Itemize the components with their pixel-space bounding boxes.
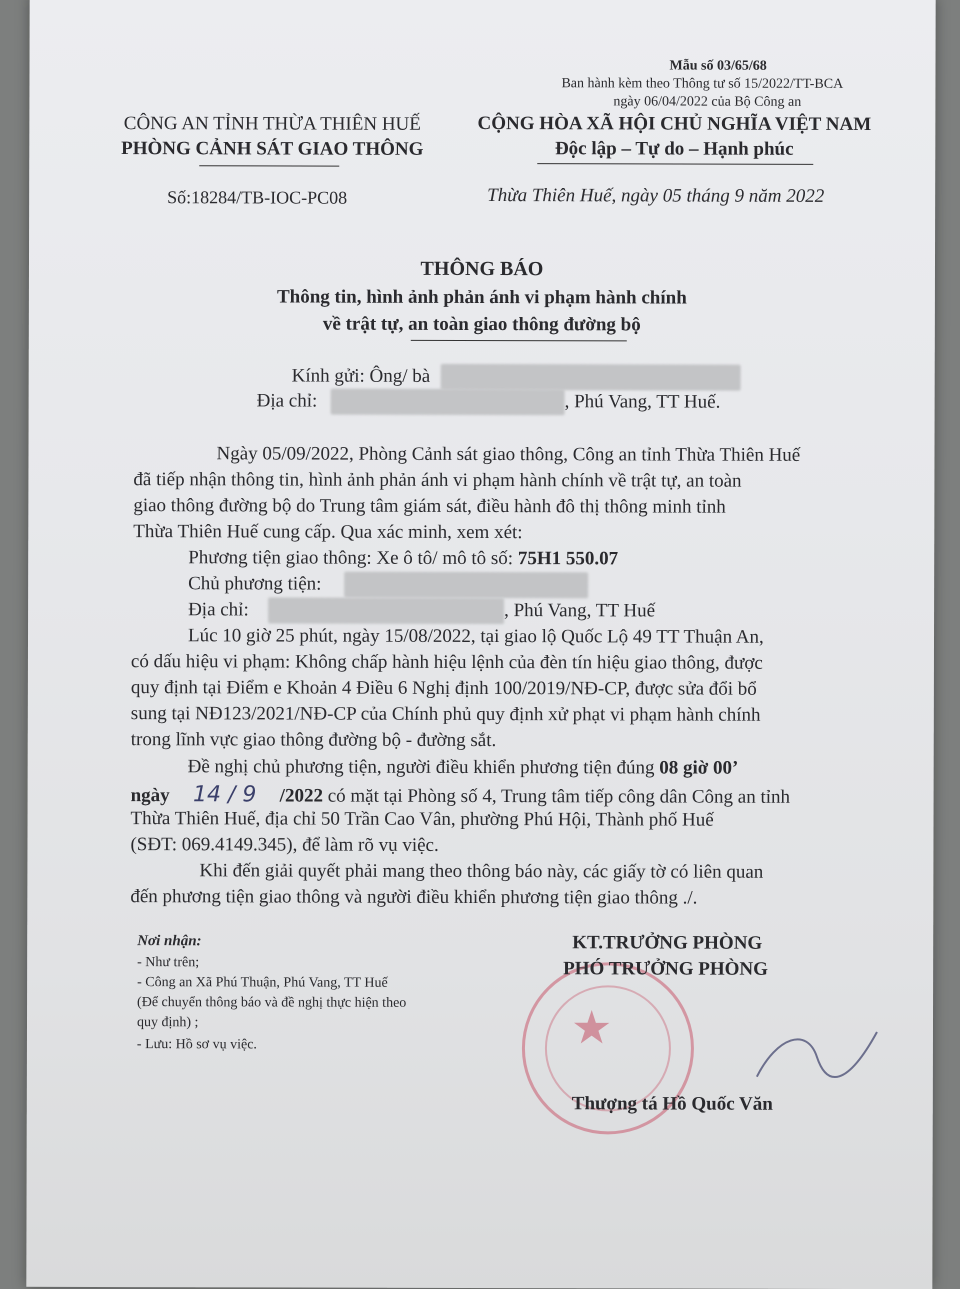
form-ref-line2: ngày 06/04/2022 của Bộ Công an (613, 94, 802, 110)
appointment-time: 08 giờ 00’ (659, 757, 739, 779)
motto-underline (537, 163, 813, 165)
notice-subtitle-1: Thông tin, hình ảnh phản ánh vi phạm hành chính (276, 286, 687, 309)
body-line (188, 756, 739, 779)
body-line: Khi đến giải quyết phải mang theo thông báo này, các giấy tờ có liên quan (199, 860, 764, 883)
appointment-place: có mặt tại Phòng số 4, Trung tâm tiếp công dân Công an tỉnh (322, 785, 791, 808)
stamp-star-icon: ★ (570, 1002, 613, 1054)
recipient-item: - Như trên; (137, 955, 200, 971)
form-ref-line1: Ban hành kèm theo Thông tư số 15/2022/TT-BCA (561, 76, 844, 92)
vehicle-line (188, 547, 618, 570)
owner-address-tail: , Phú Vang, TT Huế (504, 600, 656, 622)
owner-address-label: Địa chỉ: (188, 599, 249, 621)
department-name: PHÒNG CẢNH SÁT GIAO THÔNG (121, 138, 424, 160)
body-line: Thừa Thiên Huế cung cấp. Qua xác minh, xem xét: (133, 521, 523, 544)
redacted-address (331, 389, 565, 416)
redacted-owner-address (268, 597, 504, 624)
appointment-year: /2022 (279, 785, 323, 807)
owner-label: Chủ phương tiện: (188, 573, 322, 595)
agency-name: CÔNG AN TỈNH THỪA THIÊN HUẾ (123, 113, 421, 135)
signature-title-2: PHÓ TRƯỞNG PHÒNG (563, 958, 768, 980)
body-line: đã tiếp nhận thông tin, hình ảnh phản ánh vi phạm hành chính về trật tự, an toàn (133, 469, 742, 492)
body-line: Lúc 10 giờ 25 phút, ngày 15/08/2022, tại giao lộ Quốc Lộ 49 TT Thuận An, (187, 625, 764, 648)
redacted-name (441, 364, 741, 391)
recipient-item: - Công an Xã Phú Thuận, Phú Vang, TT Huế (137, 975, 388, 991)
recipient-address-label: Địa chỉ: (256, 390, 318, 412)
signature-title-1: KT.TRƯỞNG PHÒNG (572, 932, 763, 954)
document-number: Số:18284/TB-IOC-PC08 (167, 187, 348, 208)
document-page (26, 0, 935, 1289)
recipient-label: Kính gửi: Ông/ bà (291, 365, 431, 387)
body-line: Ngày 05/09/2022, Phòng Cảnh sát giao thông, Công an tỉnh Thừa Thiên Huế (216, 443, 801, 466)
form-number: Mẫu số 03/65/68 (669, 58, 767, 74)
date-label: ngày (130, 785, 170, 807)
issue-date: Thừa Thiên Huế, ngày 05 tháng 9 năm 2022 (487, 185, 825, 207)
recipient-item: (Để chuyển thông báo và đề nghị thực hiện theo (137, 995, 407, 1011)
notice-title: THÔNG BÁO (420, 257, 544, 281)
body-line: Thừa Thiên Huế, địa chỉ 50 Trần Cao Vân, phường Phú Hội, Thành phố Huế (130, 808, 714, 831)
body-line: có dấu hiệu vi phạm: Không chấp hành hiệu lệnh của đèn tín hiệu giao thông, được (130, 651, 763, 674)
body-line: đến phương tiện giao thông và người điều khiển phương tiện giao thông ./. (130, 886, 698, 909)
appointment-date-line (131, 782, 790, 809)
recipient-address-tail: , Phú Vang, TT Huế. (564, 391, 721, 413)
vehicle-plate: 75H1 550.07 (517, 548, 619, 570)
recipients-title: Nơi nhận: (137, 933, 202, 950)
title-underline (411, 340, 627, 342)
signer-name: Thượng tá Hồ Quốc Văn (571, 1093, 773, 1115)
department-underline (199, 165, 339, 166)
body-line: quy định tại Điểm e Khoản 4 Điều 6 Nghị định 100/2019/NĐ-CP, được sửa đổi bổ (130, 677, 757, 700)
handwritten-date: 14 / 9 (192, 782, 257, 808)
redacted-owner (344, 572, 588, 599)
request-text: Đề nghị chủ phương tiện, người điều khiển phương tiện đúng (187, 756, 660, 779)
recipient-item: quy định) ; (136, 1015, 199, 1031)
notice-subtitle-2: về trật tự, an toàn giao thông đường bộ (322, 313, 641, 336)
country-name: CỘNG HÒA XÃ HỘI CHỦ NGHĨA VIỆT NAM (477, 112, 872, 136)
body-line: (SĐT: 069.4149.345), để làm rõ vụ việc. (130, 834, 439, 856)
body-line: giao thông đường bộ do Trung tâm giám sát, điều hành đô thị thông minh tỉnh (133, 495, 726, 518)
body-line: trong lĩnh vực giao thông đường bộ - đường sắt. (130, 729, 497, 752)
vehicle-label: Phương tiện giao thông: Xe ô tô/ mô tô số: (188, 547, 518, 570)
national-motto: Độc lập – Tự do – Hạnh phúc (554, 138, 794, 160)
handwritten-signature-icon (747, 1017, 887, 1097)
body-line: sung tại NĐ123/2021/NĐ-CP của Chính phủ quy định xử phạt vi phạm hành chính (130, 703, 761, 726)
recipient-item: - Lưu: Hồ sơ vụ việc. (136, 1037, 257, 1053)
